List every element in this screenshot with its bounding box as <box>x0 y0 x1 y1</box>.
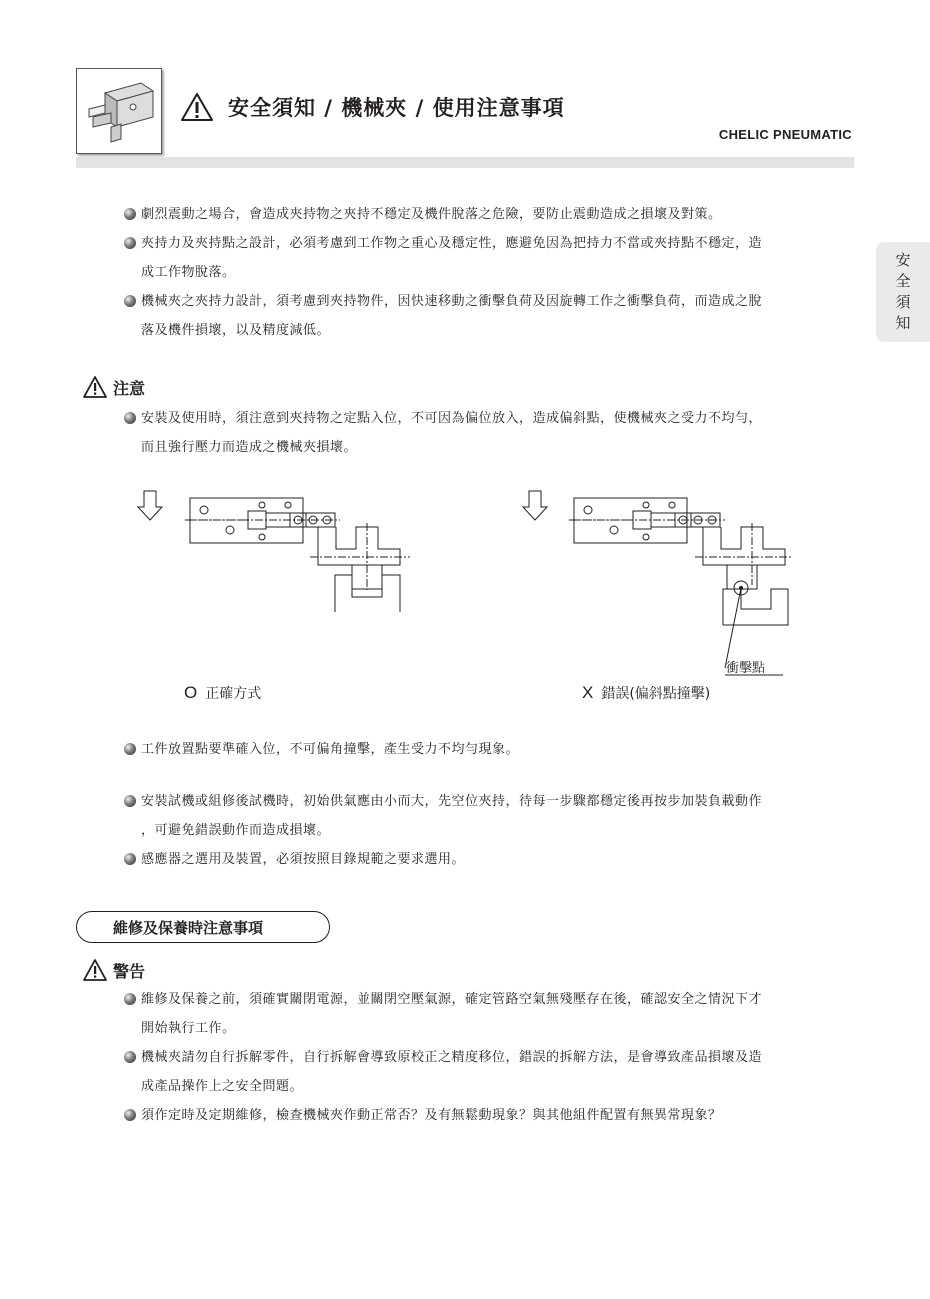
product-thumbnail <box>76 68 162 154</box>
bullet-dot-icon <box>124 743 136 755</box>
diagram-correct-placement <box>130 485 430 620</box>
warning-triangle-icon <box>82 375 108 399</box>
header-divider <box>76 157 854 168</box>
list-item: 安裝試機或組修後試機時，初始供氣應由小而大，先空位夾持，待每一步驟都穩定後再按步加裝負載動作 ，可避免錯誤動作而造成損壞。 <box>124 787 844 845</box>
section-title: 維修及保養時注意事項 <box>113 919 264 937</box>
page-title: 安全須知 / 機械夾 / 使用注意事項 <box>228 96 565 120</box>
bullet-dot-icon <box>124 1051 136 1063</box>
bullet-dot-icon <box>124 295 136 307</box>
bullet-dot-icon <box>124 237 136 249</box>
intro-list <box>124 200 844 345</box>
maintenance-list <box>124 985 844 1130</box>
bullet-dot-icon <box>124 795 136 807</box>
down-arrow-icon <box>138 491 162 520</box>
list-item: 維修及保養之前，須確實關閉電源，並關閉空壓氣源，確定管路空氣無殘壓存在後，確認安全之情況下才 開始執行工作。 <box>124 985 844 1043</box>
impact-point-label: 衝擊點 <box>726 661 766 676</box>
warning-triangle-icon <box>82 958 108 982</box>
side-tab-char: 全 <box>895 272 911 290</box>
wrong-label: 錯誤(偏斜點撞擊) <box>601 686 711 702</box>
side-tab-char: 安 <box>895 251 911 269</box>
list-item: 夾持力及夾持點之設計，必須考慮到工作物之重心及穩定性，應避免因為把持力不當或夾持點不穩定，造 成工作物脫落。 <box>124 229 844 287</box>
list-item: 機械夾之夾持力設計，須考慮到夾持物件，因快速移動之衝擊負荷及因旋轉工作之衝擊負荷，而造成之脫 落及機件損壞，以及精度減低。 <box>124 287 844 345</box>
caution-heading: 注意 <box>82 375 145 399</box>
placement-list <box>124 735 844 764</box>
bullet-dot-icon <box>124 853 136 865</box>
correct-label: 正確方式 <box>205 686 262 702</box>
brand-name: CHELIC PNEUMATIC <box>718 127 852 142</box>
wrong-mark: X <box>582 683 594 702</box>
list-item: 感應器之選用及裝置，必須按照目錄規範之要求選用。 <box>124 845 844 874</box>
warning-heading: 警告 <box>82 958 145 982</box>
side-tab-char: 須 <box>895 293 911 311</box>
gripper-illustration <box>77 69 161 153</box>
bullet-dot-icon <box>124 208 136 220</box>
correct-caption <box>184 683 261 703</box>
bullet-dot-icon <box>124 1109 136 1121</box>
side-tab-char: 知 <box>895 314 911 332</box>
down-arrow-icon <box>523 491 547 520</box>
list-item: 劇烈震動之場合，會造成夾持物之夾持不穩定及機件脫落之危險，要防止震動造成之損壞及對策。 <box>124 200 844 229</box>
caution-list <box>124 404 844 462</box>
diagram-wrong-placement <box>515 485 795 680</box>
wrong-caption <box>582 683 710 703</box>
list-item: 機械夾請勿自行拆解零件，自行拆解會導致原校正之精度移位，錯誤的拆解方法，是會導致產品損壞及造 成產品操作上之安全問題。 <box>124 1043 844 1101</box>
side-tab-safety[interactable] <box>876 242 930 342</box>
correct-mark: O <box>184 683 198 702</box>
list-item: 安裝及使用時，須注意到夾持物之定點入位，不可因為偏位放入，造成偏斜點，使機械夾之受力不均勻， 而且強行壓力而造成之機械夾損壞。 <box>124 404 844 462</box>
bullet-dot-icon <box>124 412 136 424</box>
warning-triangle-icon <box>180 92 214 122</box>
section-header-maintenance <box>76 911 330 943</box>
bullet-dot-icon <box>124 993 136 1005</box>
list-item: 須作定時及定期維修，檢查機械夾作動正常否？及有無鬆動現象？與其他組件配置有無異常現象？ <box>124 1101 844 1130</box>
testing-list <box>124 787 844 874</box>
list-item: 工件放置點要準確入位，不可偏角撞擊，產生受力不均勻現象。 <box>124 735 844 764</box>
